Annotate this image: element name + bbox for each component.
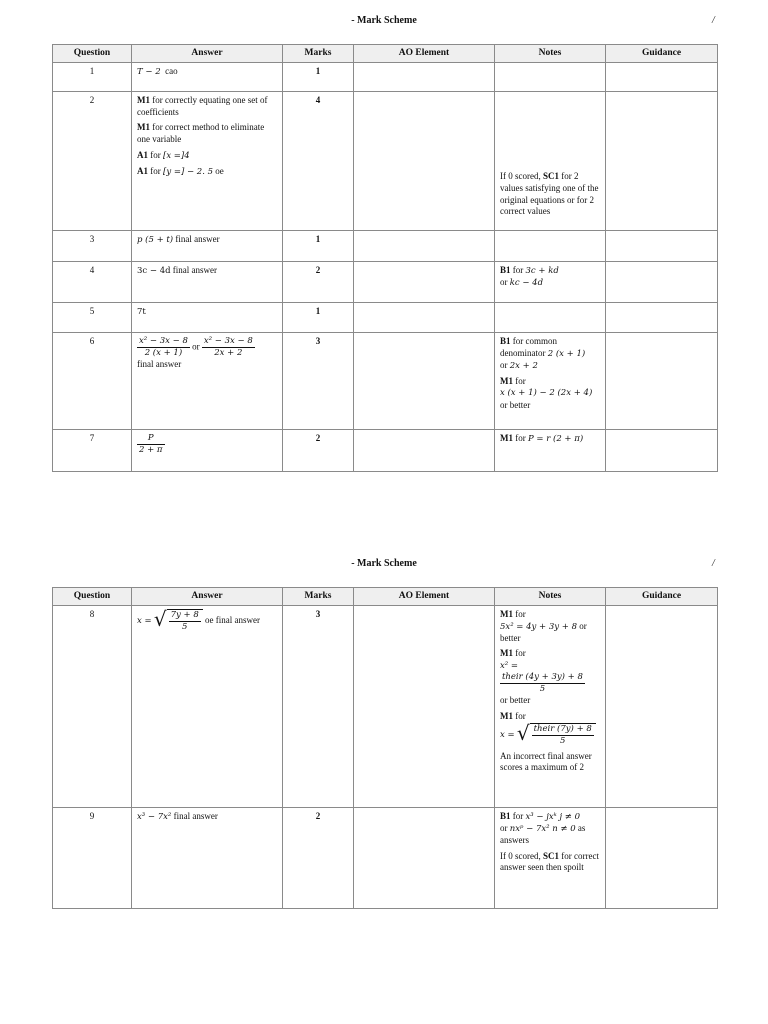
ao-element-cell bbox=[354, 262, 495, 303]
page-title: - Mark Scheme bbox=[351, 15, 417, 26]
fraction: $\frac{\text{their (4y + 3y) + 8}}{5}$ bbox=[502, 672, 583, 695]
fraction: $\frac{\text{x² − 3x − 8}}{2x + 2}$ bbox=[203, 336, 253, 359]
fraction: $\frac{\text{x² − 3x − 8}}{2 (x + 1)}$ bbox=[139, 336, 188, 359]
guidance-cell bbox=[606, 808, 718, 909]
notes-cell: B1 for common denominator 2 (x + 1) or 2x + 2 M1 for x (x + 1) − 2 (2x + 4) or better bbox=[495, 333, 606, 430]
mark-scheme-table bbox=[52, 587, 718, 909]
marks-cell: 1 bbox=[283, 63, 354, 92]
col-header-ao-element: AO Element bbox=[354, 45, 495, 63]
table-row bbox=[53, 303, 718, 333]
guidance-cell bbox=[606, 231, 718, 262]
marks-cell: 3 bbox=[283, 333, 354, 430]
page-title: - Mark Scheme bbox=[351, 558, 417, 569]
square-root: √ $\frac{7y + 8}{5}$ bbox=[154, 609, 203, 633]
table-row bbox=[53, 63, 718, 92]
col-header-answer: Answer bbox=[132, 45, 283, 63]
ao-element-cell bbox=[354, 231, 495, 262]
col-header-notes: Notes bbox=[495, 45, 606, 63]
answer-cell: 7t bbox=[132, 303, 283, 333]
table-header-row bbox=[53, 588, 718, 606]
col-header-guidance: Guidance bbox=[606, 588, 718, 606]
guidance-cell bbox=[606, 303, 718, 333]
ao-element-cell bbox=[354, 808, 495, 909]
question-number: 5 bbox=[53, 303, 132, 333]
marks-cell: 2 bbox=[283, 808, 354, 909]
ao-element-cell bbox=[354, 430, 495, 472]
guidance-cell bbox=[606, 430, 718, 472]
question-number: 3 bbox=[53, 231, 132, 262]
answer-cell: M1 for correctly equating one set of coefficients M1 for correct method to eliminate one variable A1 for [x =]4 A1 for [y =] − 2. 5 oe bbox=[132, 92, 283, 231]
col-header-guidance: Guidance bbox=[606, 45, 718, 63]
answer-cell: T − 2 cao bbox=[132, 63, 283, 92]
ao-element-cell bbox=[354, 92, 495, 231]
answer-cell bbox=[132, 430, 283, 472]
question-number: 9 bbox=[53, 808, 132, 909]
marks-cell: 2 bbox=[283, 430, 354, 472]
col-header-notes: Notes bbox=[495, 588, 606, 606]
notes-cell: If 0 scored, SC1 for 2 values satisfying one of the original equations or for 2 correct values bbox=[495, 92, 606, 231]
notes-cell: B1 for 3c + kd or kc − 4d bbox=[495, 262, 606, 303]
answer-cell: x³ − 7x² final answer bbox=[132, 808, 283, 909]
col-header-answer: Answer bbox=[132, 588, 283, 606]
question-number: 6 bbox=[53, 333, 132, 430]
marks-cell: 2 bbox=[283, 262, 354, 303]
answer-cell: x = √ $\frac{7y + 8}{5}$ oe final answer bbox=[132, 606, 283, 808]
notes-cell: M1 for P = r (2 + π) bbox=[495, 430, 606, 472]
ao-element-cell bbox=[354, 606, 495, 808]
notes-cell bbox=[495, 63, 606, 92]
question-number: 8 bbox=[53, 606, 132, 808]
ao-element-cell bbox=[354, 333, 495, 430]
table-row bbox=[53, 333, 718, 430]
page-mark: / bbox=[712, 15, 715, 26]
question-number: 2 bbox=[53, 92, 132, 231]
table-row bbox=[53, 430, 718, 472]
notes-cell bbox=[495, 231, 606, 262]
answer-cell: $\frac{\text{x² − 3x − 8}}{2 (x + 1)}$ or $\frac{\text{x² − 3x − 8}}{2x + 2}$ final answer bbox=[132, 333, 283, 430]
col-header-ao-element: AO Element bbox=[354, 588, 495, 606]
question-number: 7 bbox=[53, 430, 132, 472]
table-row bbox=[53, 92, 718, 231]
col-header-question: Question bbox=[53, 588, 132, 606]
square-root: √ $\frac{\text{their (7y) + 8}}{5}$ bbox=[517, 723, 596, 747]
table-row bbox=[53, 808, 718, 909]
notes-cell bbox=[495, 303, 606, 333]
table-row bbox=[53, 262, 718, 303]
ao-element-cell bbox=[354, 303, 495, 333]
table-header-row bbox=[53, 45, 718, 63]
guidance-cell bbox=[606, 63, 718, 92]
marks-cell: 1 bbox=[283, 231, 354, 262]
guidance-cell bbox=[606, 92, 718, 231]
fraction: $\frac{P}{2 + \pi}$ bbox=[139, 433, 163, 456]
guidance-cell bbox=[606, 606, 718, 808]
question-number: 4 bbox=[53, 262, 132, 303]
question-number: 1 bbox=[53, 63, 132, 92]
ao-element-cell bbox=[354, 63, 495, 92]
guidance-cell bbox=[606, 262, 718, 303]
answer-cell: p (5 + t) final answer bbox=[132, 231, 283, 262]
table-row bbox=[53, 231, 718, 262]
guidance-cell bbox=[606, 333, 718, 430]
col-header-marks: Marks bbox=[283, 45, 354, 63]
notes-cell: M1 for 5x² = 4y + 3y + 8 or better M1 for x² = $\frac{\text{their (4y + 3y) + 8}}{5}$ or better M1 for x = √ $\frac{\text{their (7y) + 8}}{5}$ An incorrect final answer scores a maximum of 2 bbox=[495, 606, 606, 808]
col-header-marks: Marks bbox=[283, 588, 354, 606]
notes-cell: B1 for x³ − jxᵏ j ≠ 0 or nxᵖ − 7x² n ≠ 0 as answers If 0 scored, SC1 for correct answer seen then spoilt bbox=[495, 808, 606, 909]
marks-cell: 4 bbox=[283, 92, 354, 231]
table-row bbox=[53, 606, 718, 808]
col-header-question: Question bbox=[53, 45, 132, 63]
mark-scheme-table bbox=[52, 44, 718, 472]
marks-cell: 1 bbox=[283, 303, 354, 333]
page-mark: / bbox=[712, 558, 715, 569]
answer-cell: 3c − 4d final answer bbox=[132, 262, 283, 303]
marks-cell: 3 bbox=[283, 606, 354, 808]
